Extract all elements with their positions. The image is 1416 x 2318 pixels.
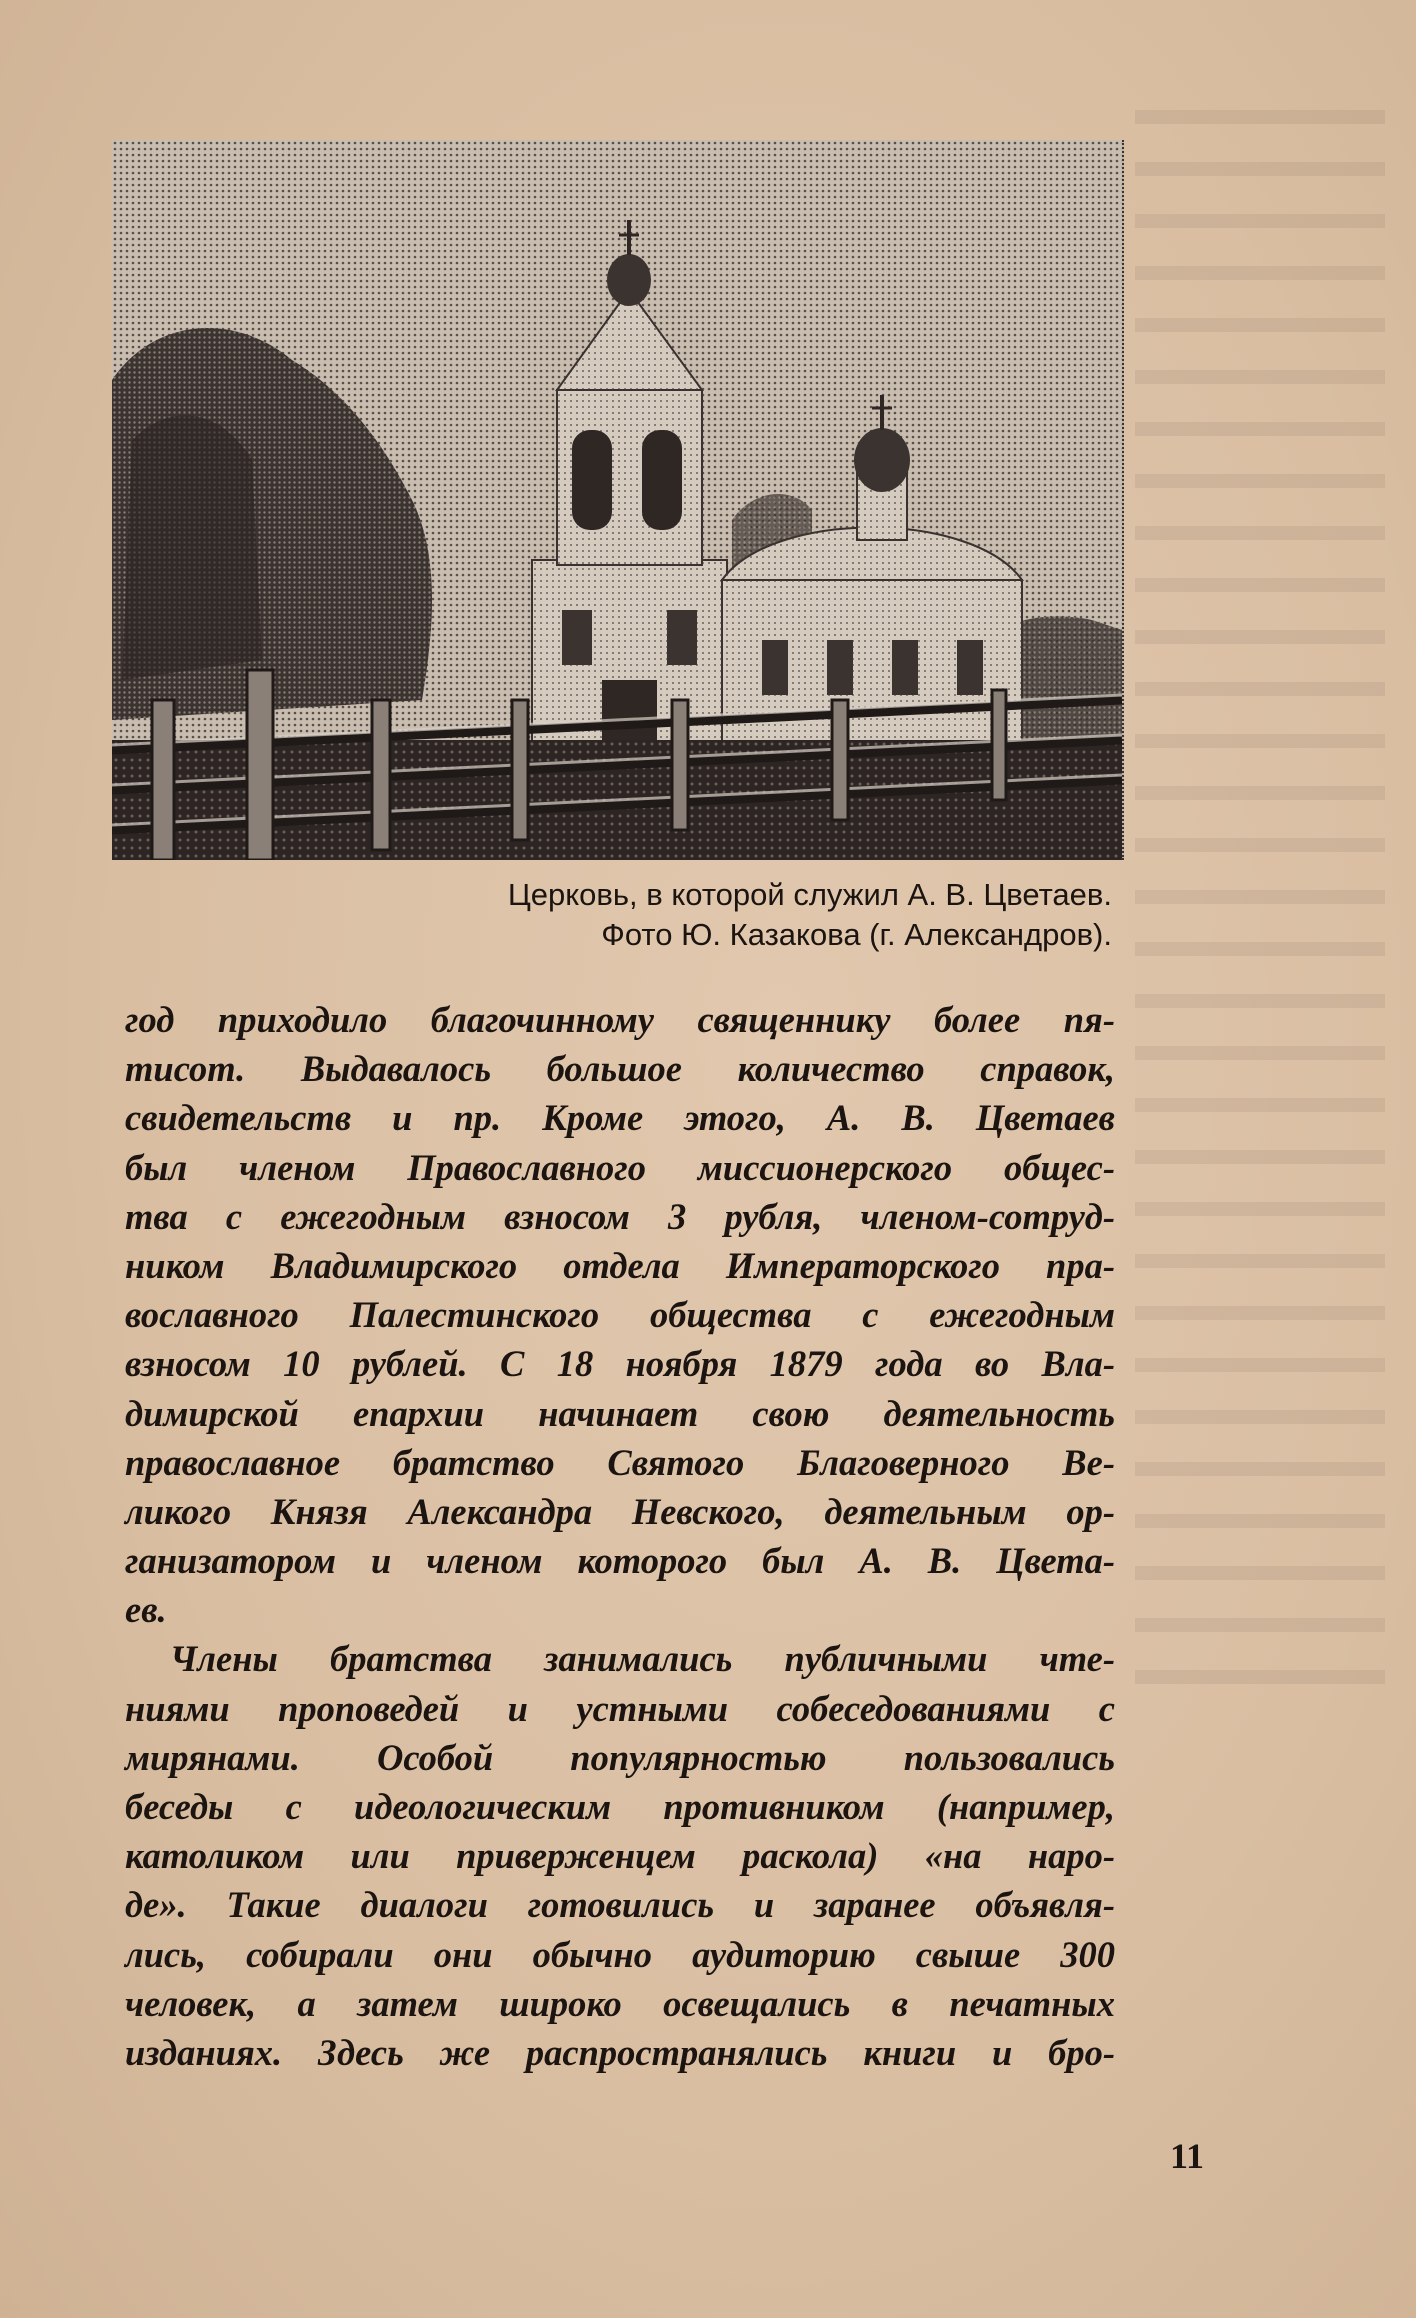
text-line: православное братство Святого Благоверного Ве- — [125, 1441, 1115, 1483]
text-line: год приходило благочинному священнику более пя- — [125, 999, 1115, 1040]
text-line: мирянами. Особой популярностью пользовались — [125, 1736, 1115, 1778]
caption-line: Церковь, в которой служил А. В. Цветаев. — [507, 877, 1112, 912]
text-line: ником Владимирского отдела Императорского пра- — [125, 1244, 1115, 1286]
text-line: вославного Палестинского общества с ежегодным — [125, 1294, 1115, 1336]
text-line: димирской епархии начинает свою деятельность — [125, 1392, 1115, 1434]
body-text — [125, 995, 1115, 2077]
text-line: тисот. Выдавалось большое количество справок, — [125, 1048, 1115, 1090]
caption-line: Фото Ю. Казакова (г. Александров). — [601, 917, 1112, 952]
text-line: изданиях. Здесь же распространялись книги и бро- — [125, 2031, 1115, 2073]
text-line: ганизатором и членом которого был А. В. Цвета- — [125, 1540, 1115, 1582]
text-line: ев. — [125, 1589, 167, 1631]
text-line: был членом Православного миссионерского общес- — [125, 1146, 1115, 1188]
text-line: беседы с идеологическим противником (например, — [125, 1786, 1115, 1827]
text-line: де». Такие диалоги готовились и заранее объявля- — [125, 1884, 1115, 1926]
text-line: тва с ежегодным взносом 3 рубля, членом-сотруд- — [125, 1195, 1115, 1237]
text-line: Члены братства занимались публичными чте- — [170, 1638, 1115, 1680]
text-line: человек, а затем широко освещались в печатных — [125, 1982, 1115, 2024]
text-line: католиком или приверженцем раскола) «на наро- — [125, 1835, 1115, 1877]
church-photo — [112, 140, 1124, 860]
page-number: 11 — [1170, 2136, 1205, 2176]
text-line: свидетельств и пр. Кроме этого, А. В. Цветаев — [125, 1097, 1115, 1139]
text-line: ниями проповедей и устными собеседованиями с — [125, 1687, 1115, 1729]
bleed-through-text — [1135, 110, 1385, 1710]
photo-caption — [300, 875, 1112, 955]
text-line: ликого Князя Александра Невского, деятельным ор- — [125, 1490, 1115, 1532]
text-line: взносом 10 рублей. С 18 ноября 1879 года во Вла- — [125, 1343, 1115, 1385]
text-line: лись, собирали они обычно аудиторию свыше 300 — [125, 1933, 1115, 1975]
